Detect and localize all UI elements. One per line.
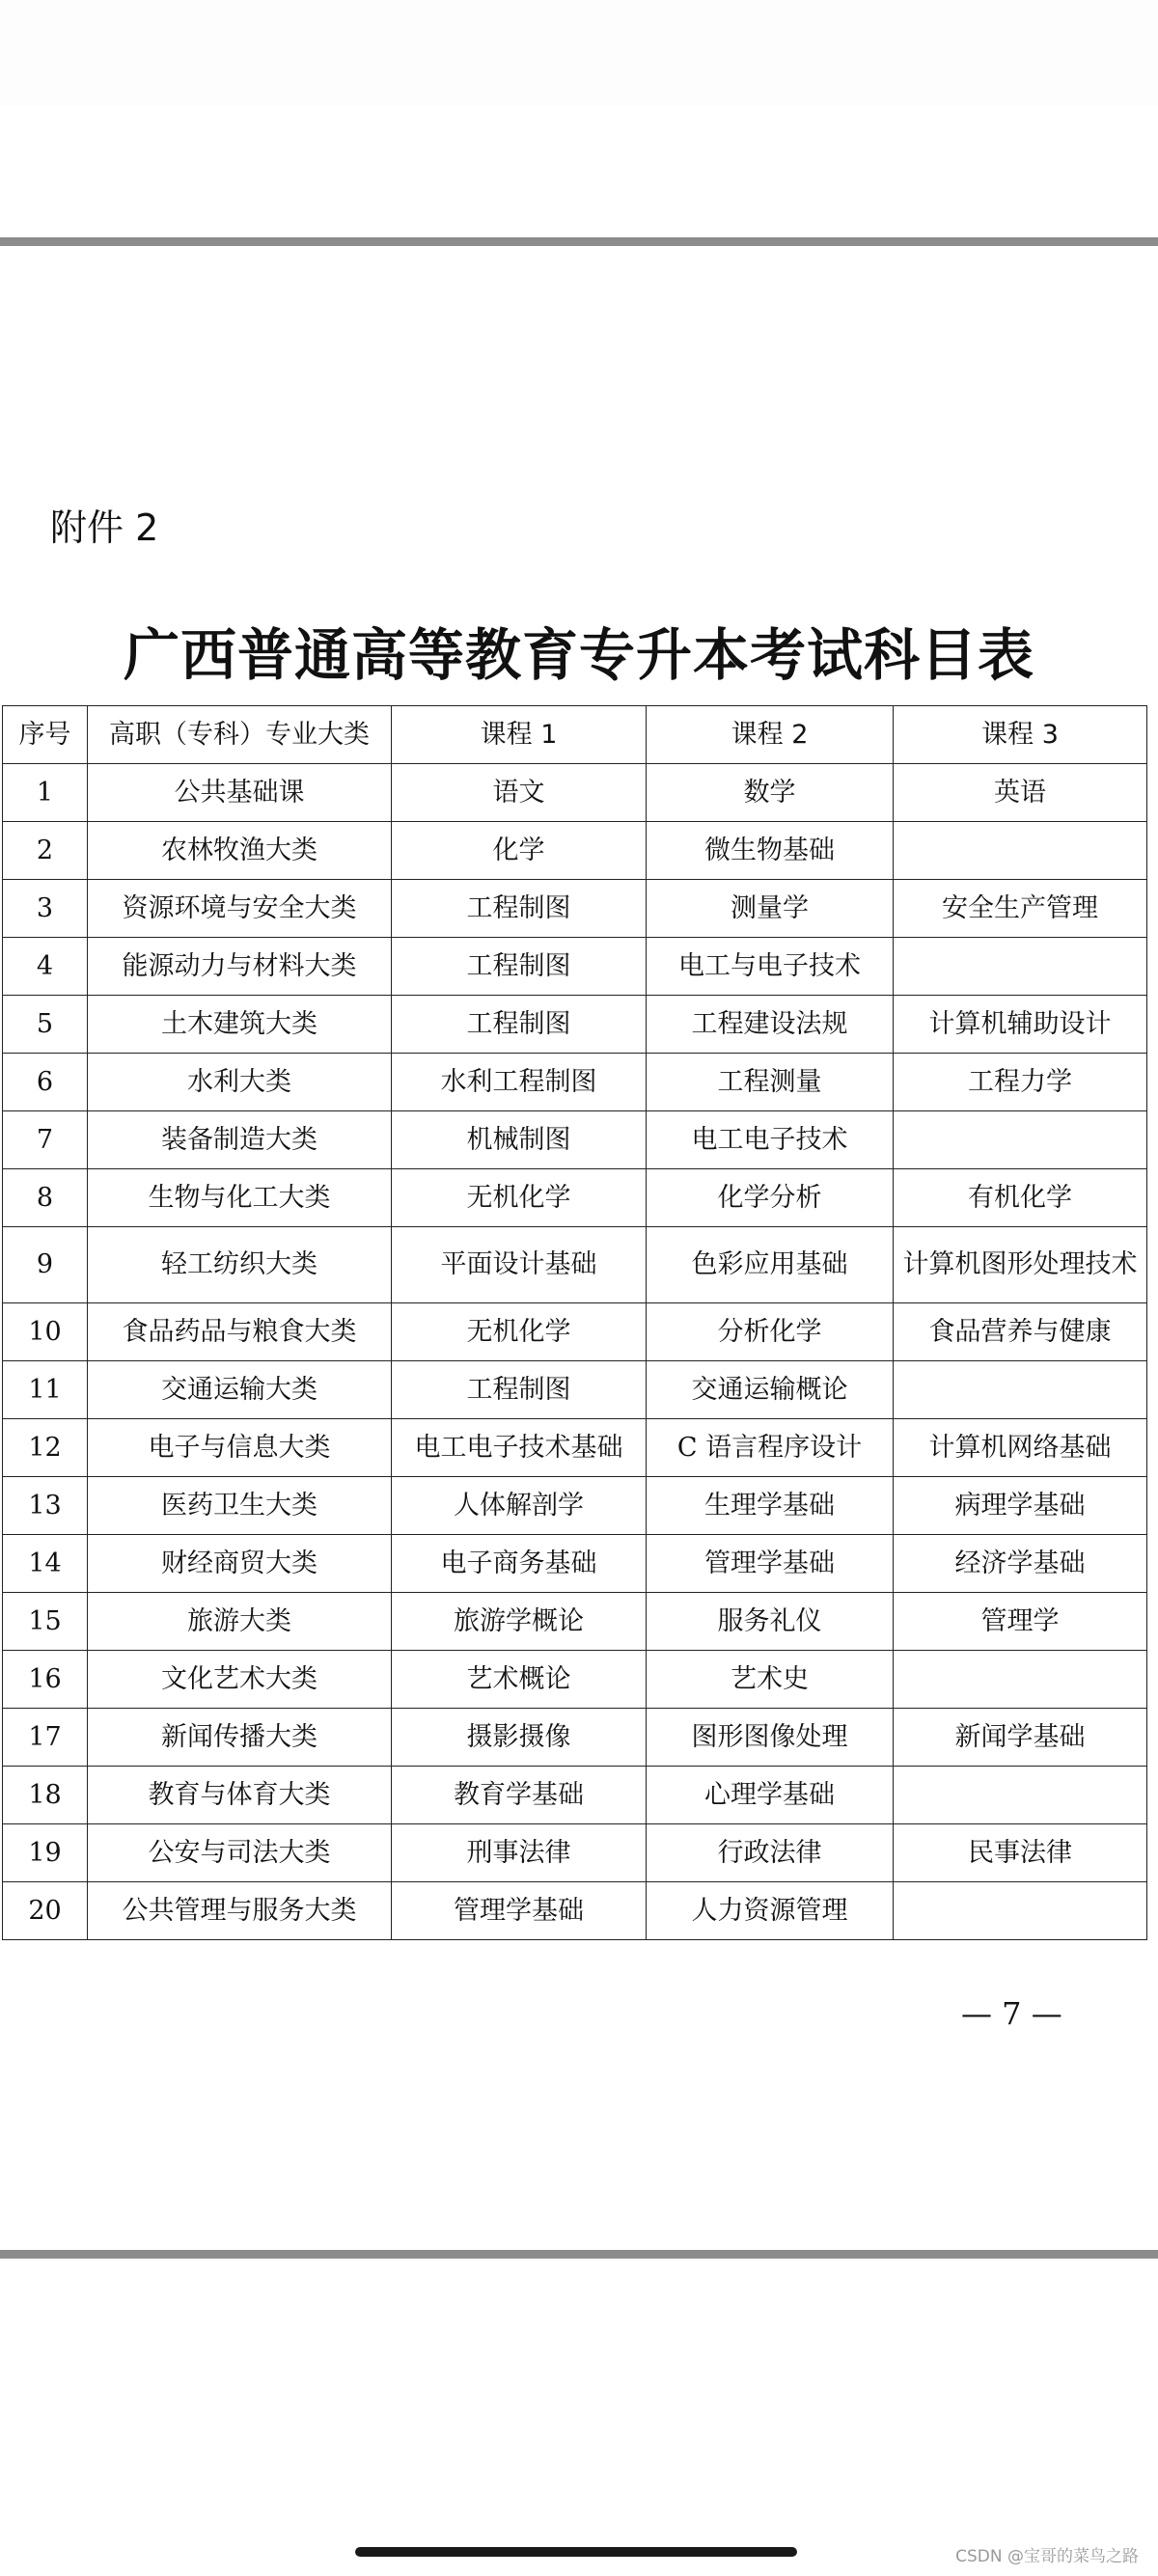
- cell-course-1: 无机化学: [392, 1169, 647, 1227]
- cell-course-3: [894, 1651, 1147, 1709]
- table-row: [3, 822, 1147, 880]
- cell-index: 12: [3, 1419, 88, 1477]
- cell-course-2: 管理学基础: [647, 1535, 894, 1593]
- cell-index: 19: [3, 1824, 88, 1882]
- cell-major-category: 装备制造大类: [88, 1111, 392, 1169]
- cell-course-1: 化学: [392, 822, 647, 880]
- table-row: [3, 1303, 1147, 1361]
- cell-major-category: 文化艺术大类: [88, 1651, 392, 1709]
- cell-major-category: 食品药品与粮食大类: [88, 1303, 392, 1361]
- cell-course-3: 有机化学: [894, 1169, 1147, 1227]
- table-body: [3, 764, 1147, 1940]
- cell-major-category: 旅游大类: [88, 1593, 392, 1651]
- table-row: [3, 1593, 1147, 1651]
- cell-major-category: 新闻传播大类: [88, 1709, 392, 1767]
- table-row: [3, 1824, 1147, 1882]
- table-header-row: [3, 706, 1147, 764]
- cell-index: 6: [3, 1054, 88, 1111]
- header-course-3: 课程 3: [894, 706, 1147, 764]
- cell-course-2: 行政法律: [647, 1824, 894, 1882]
- cell-course-1: 工程制图: [392, 938, 647, 996]
- table-row: [3, 996, 1147, 1054]
- table-row: [3, 1882, 1147, 1940]
- cell-index: 11: [3, 1361, 88, 1419]
- cell-index: 8: [3, 1169, 88, 1227]
- subjects-table: [2, 705, 1147, 1940]
- cell-course-2: 数学: [647, 764, 894, 822]
- table-row: [3, 764, 1147, 822]
- cell-course-1: 刑事法律: [392, 1824, 647, 1882]
- cell-course-3: 计算机辅助设计: [894, 996, 1147, 1054]
- cell-course-1: 语文: [392, 764, 647, 822]
- cell-major-category: 公安与司法大类: [88, 1824, 392, 1882]
- cell-major-category: 轻工纺织大类: [88, 1227, 392, 1303]
- cell-course-1: 旅游学概论: [392, 1593, 647, 1651]
- header-course-2: 课程 2: [647, 706, 894, 764]
- cell-course-2: 工程测量: [647, 1054, 894, 1111]
- table-row: [3, 1651, 1147, 1709]
- home-indicator[interactable]: [355, 2547, 797, 2557]
- cell-course-2: 心理学基础: [647, 1767, 894, 1824]
- cell-major-category: 电子与信息大类: [88, 1419, 392, 1477]
- cell-course-2: 艺术史: [647, 1651, 894, 1709]
- cell-course-3: 工程力学: [894, 1054, 1147, 1111]
- page-number: — 7 —: [961, 1995, 1062, 2032]
- cell-index: 18: [3, 1767, 88, 1824]
- page-divider-bottom: [0, 2250, 1158, 2259]
- cell-course-3: 经济学基础: [894, 1535, 1147, 1593]
- table-row: [3, 1054, 1147, 1111]
- table-row: [3, 1111, 1147, 1169]
- cell-course-3: [894, 1767, 1147, 1824]
- cell-course-1: 人体解剖学: [392, 1477, 647, 1535]
- cell-major-category: 生物与化工大类: [88, 1169, 392, 1227]
- cell-course-2: 电工与电子技术: [647, 938, 894, 996]
- cell-course-3: [894, 822, 1147, 880]
- cell-course-3: [894, 1111, 1147, 1169]
- attachment-label: 附件 2: [50, 507, 159, 549]
- cell-course-2: 交通运输概论: [647, 1361, 894, 1419]
- cell-course-2: 色彩应用基础: [647, 1227, 894, 1303]
- table-row: [3, 1767, 1147, 1824]
- cell-course-3: [894, 938, 1147, 996]
- cell-course-1: 平面设计基础: [392, 1227, 647, 1303]
- cell-course-2: 人力资源管理: [647, 1882, 894, 1940]
- top-blank-area: [0, 0, 1158, 106]
- cell-index: 14: [3, 1535, 88, 1593]
- cell-course-3: 食品营养与健康: [894, 1303, 1147, 1361]
- cell-course-2: 服务礼仪: [647, 1593, 894, 1651]
- cell-index: 20: [3, 1882, 88, 1940]
- cell-major-category: 教育与体育大类: [88, 1767, 392, 1824]
- cell-index: 9: [3, 1227, 88, 1303]
- cell-major-category: 农林牧渔大类: [88, 822, 392, 880]
- cell-course-3: 新闻学基础: [894, 1709, 1147, 1767]
- cell-index: 16: [3, 1651, 88, 1709]
- cell-course-1: 电工电子技术基础: [392, 1419, 647, 1477]
- cell-course-2: 电工电子技术: [647, 1111, 894, 1169]
- cell-course-3: [894, 1882, 1147, 1940]
- cell-major-category: 能源动力与材料大类: [88, 938, 392, 996]
- cell-index: 17: [3, 1709, 88, 1767]
- cell-course-2: 生理学基础: [647, 1477, 894, 1535]
- cell-index: 2: [3, 822, 88, 880]
- cell-course-2: 测量学: [647, 880, 894, 938]
- cell-course-1: 机械制图: [392, 1111, 647, 1169]
- cell-course-2: 分析化学: [647, 1303, 894, 1361]
- table-row: [3, 1227, 1147, 1303]
- cell-index: 3: [3, 880, 88, 938]
- cell-course-2: 工程建设法规: [647, 996, 894, 1054]
- cell-course-1: 摄影摄像: [392, 1709, 647, 1767]
- table-row: [3, 1361, 1147, 1419]
- cell-course-3: 病理学基础: [894, 1477, 1147, 1535]
- cell-major-category: 水利大类: [88, 1054, 392, 1111]
- cell-index: 13: [3, 1477, 88, 1535]
- header-index: 序号: [3, 706, 88, 764]
- cell-course-3: [894, 1361, 1147, 1419]
- cell-index: 10: [3, 1303, 88, 1361]
- cell-index: 5: [3, 996, 88, 1054]
- cell-course-3: 英语: [894, 764, 1147, 822]
- cell-index: 15: [3, 1593, 88, 1651]
- cell-course-2: 图形图像处理: [647, 1709, 894, 1767]
- cell-course-3: 计算机网络基础: [894, 1419, 1147, 1477]
- document-title: 广西普通高等教育专升本考试科目表: [123, 622, 1034, 688]
- cell-course-3: 安全生产管理: [894, 880, 1147, 938]
- table-row: [3, 1477, 1147, 1535]
- cell-course-1: 教育学基础: [392, 1767, 647, 1824]
- cell-course-2: C 语言程序设计: [647, 1419, 894, 1477]
- table-row: [3, 938, 1147, 996]
- cell-course-3: 计算机图形处理技术: [894, 1227, 1147, 1303]
- cell-course-1: 水利工程制图: [392, 1054, 647, 1111]
- cell-course-3: 管理学: [894, 1593, 1147, 1651]
- table-row: [3, 1535, 1147, 1593]
- cell-major-category: 交通运输大类: [88, 1361, 392, 1419]
- cell-index: 7: [3, 1111, 88, 1169]
- page-divider-top: [0, 237, 1158, 246]
- table-row: [3, 1169, 1147, 1227]
- header-course-1: 课程 1: [392, 706, 647, 764]
- cell-course-1: 工程制图: [392, 880, 647, 938]
- cell-major-category: 土木建筑大类: [88, 996, 392, 1054]
- table-row: [3, 1419, 1147, 1477]
- cell-major-category: 公共基础课: [88, 764, 392, 822]
- cell-major-category: 公共管理与服务大类: [88, 1882, 392, 1940]
- cell-major-category: 医药卫生大类: [88, 1477, 392, 1535]
- table-row: [3, 1709, 1147, 1767]
- cell-course-2: 微生物基础: [647, 822, 894, 880]
- cell-index: 4: [3, 938, 88, 996]
- cell-course-3: 民事法律: [894, 1824, 1147, 1882]
- cell-major-category: 资源环境与安全大类: [88, 880, 392, 938]
- cell-course-1: 无机化学: [392, 1303, 647, 1361]
- cell-course-2: 化学分析: [647, 1169, 894, 1227]
- cell-index: 1: [3, 764, 88, 822]
- cell-course-1: 工程制图: [392, 996, 647, 1054]
- cell-course-1: 艺术概论: [392, 1651, 647, 1709]
- cell-course-1: 管理学基础: [392, 1882, 647, 1940]
- header-major-category: 高职（专科）专业大类: [88, 706, 392, 764]
- cell-course-1: 工程制图: [392, 1361, 647, 1419]
- cell-major-category: 财经商贸大类: [88, 1535, 392, 1593]
- watermark: CSDN @宝哥的菜鸟之路: [955, 2547, 1139, 2566]
- cell-course-1: 电子商务基础: [392, 1535, 647, 1593]
- table-row: [3, 880, 1147, 938]
